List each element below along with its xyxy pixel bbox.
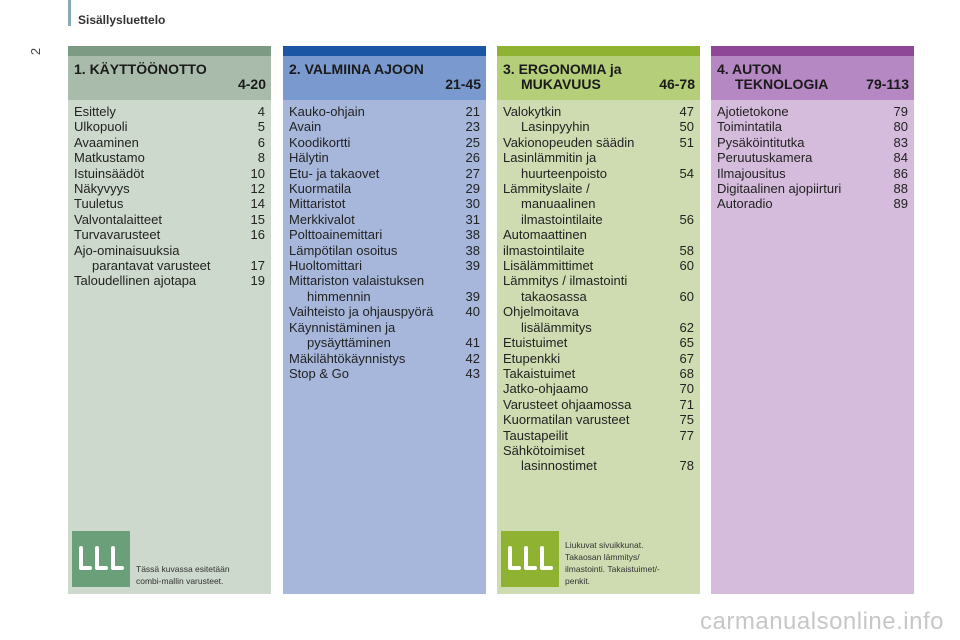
toc-entry[interactable] bbox=[289, 181, 480, 196]
toc-entry-continuation: Lasinpyyhin bbox=[521, 119, 590, 135]
toc-entry[interactable] bbox=[289, 335, 480, 350]
toc-entry-title: Sähkötoimiset bbox=[503, 442, 585, 458]
toc-entry[interactable] bbox=[717, 135, 908, 150]
toc-entry-title: Esittely bbox=[74, 104, 116, 119]
toc-page-number: 50 bbox=[679, 119, 694, 135]
toc-page-number: 75 bbox=[679, 412, 694, 428]
toc-page-number: 43 bbox=[465, 365, 480, 381]
toc-entry-title: Mäkilähtökäynnistys bbox=[289, 350, 406, 366]
toc-entry-title: Huoltomittari bbox=[289, 258, 362, 274]
toc-page-number: 23 bbox=[465, 119, 480, 135]
section-color-bar bbox=[283, 46, 486, 56]
toc-entry-continuation: ilmastointilaite bbox=[503, 242, 585, 258]
section-column-3 bbox=[497, 46, 700, 594]
toc-page-number: 21 bbox=[465, 104, 480, 119]
toc-entry[interactable] bbox=[503, 381, 694, 396]
toc-page-number: 38 bbox=[465, 242, 480, 258]
toc-entry-title: Ajo-ominaisuuksia bbox=[74, 242, 180, 258]
toc-entry-continuation: takaosassa bbox=[521, 288, 587, 304]
toc-page-number: 40 bbox=[465, 304, 480, 320]
toc-page-number: 39 bbox=[465, 258, 480, 274]
toc-list bbox=[497, 100, 700, 474]
section-column-2 bbox=[283, 46, 486, 594]
toc-entry-continuation: lasinnostimet bbox=[521, 458, 597, 474]
toc-entry[interactable] bbox=[74, 181, 265, 196]
toc-entry[interactable] bbox=[289, 258, 480, 273]
toc-entry-title: Ohjelmoitava bbox=[503, 304, 579, 320]
toc-entry-title: Toimintatila bbox=[717, 119, 783, 135]
toc-entry[interactable] bbox=[717, 196, 908, 211]
toc-entry[interactable] bbox=[289, 304, 480, 319]
toc-entry[interactable] bbox=[74, 119, 265, 134]
toc-entry-title: Vaihteisto ja ohjauspyörä bbox=[289, 304, 434, 320]
toc-entry-title: Kuormatilan varusteet bbox=[503, 412, 630, 428]
toc-entry-title: Koodikortti bbox=[289, 134, 351, 150]
toc-list bbox=[283, 100, 486, 381]
toc-entry[interactable] bbox=[289, 212, 480, 227]
toc-entry-title: Tuuletus bbox=[74, 196, 124, 212]
toc-entry-title: Lisälämmittimet bbox=[503, 258, 594, 274]
toc-entry-continuation: parantavat varusteet bbox=[92, 258, 211, 274]
toc-entry[interactable] bbox=[503, 166, 694, 181]
toc-entry-title: Mittaristot bbox=[289, 196, 346, 212]
toc-entry[interactable] bbox=[503, 104, 694, 119]
toc-page-number: 65 bbox=[679, 335, 694, 351]
toc-entry[interactable] bbox=[289, 104, 480, 119]
section-heading bbox=[497, 56, 700, 100]
toc-entry-title: Lämmitys / ilmastointi bbox=[503, 273, 628, 289]
section-heading-range: 4-20 bbox=[237, 76, 266, 92]
toc-page-number: 62 bbox=[679, 319, 694, 335]
toc-entry-title: Valokytkin bbox=[503, 104, 562, 119]
toc-entry-title: Autoradio bbox=[717, 196, 773, 212]
toc-page-number: 4 bbox=[257, 104, 265, 119]
section-color-bar bbox=[711, 46, 914, 56]
section-heading-range: 79-113 bbox=[866, 76, 909, 92]
toc-page-number: 71 bbox=[679, 396, 694, 412]
note-text: Liukuvat sivuikkunat. Takaosan lämmitys/ ilmastointi. Takaistuimet/- penkit. bbox=[565, 540, 660, 586]
page-number: 2 bbox=[28, 47, 44, 56]
toc-entry[interactable] bbox=[503, 335, 694, 350]
toc-entry[interactable] bbox=[74, 135, 265, 150]
toc-entry-title: Digitaalinen ajopiirturi bbox=[717, 181, 842, 197]
section-heading-title: 4. AUTON bbox=[717, 61, 782, 77]
toc-page-number: 70 bbox=[679, 381, 694, 397]
toc-page-number: 67 bbox=[679, 350, 694, 366]
toc-page-number: 51 bbox=[679, 134, 694, 150]
seat-config-icon bbox=[501, 531, 559, 587]
section-heading-title: 2. VALMIINA AJOON bbox=[289, 61, 424, 77]
toc-entry-title: Lasinlämmitin ja bbox=[503, 150, 597, 166]
toc-entry-title: Taloudellinen ajotapa bbox=[74, 273, 197, 289]
toc-entry[interactable] bbox=[503, 412, 694, 427]
toc-entry[interactable] bbox=[74, 150, 265, 165]
toc-list bbox=[711, 100, 914, 212]
toc-page-number: 60 bbox=[679, 288, 694, 304]
toc-entry-title: Takaistuimet bbox=[503, 365, 576, 381]
toc-page-number: 58 bbox=[679, 242, 694, 258]
section-heading bbox=[711, 56, 914, 100]
toc-entry-continuation: himmennin bbox=[307, 288, 371, 304]
toc-page-number: 26 bbox=[465, 150, 480, 166]
toc-page-number: 79 bbox=[893, 104, 908, 119]
toc-entry[interactable] bbox=[289, 289, 480, 304]
toc-entry[interactable] bbox=[74, 227, 265, 242]
toc-entry-title: Merkkivalot bbox=[289, 211, 355, 227]
toc-entry[interactable] bbox=[503, 366, 694, 381]
toc-entry[interactable] bbox=[503, 397, 694, 412]
toc-page-number: 89 bbox=[893, 196, 908, 212]
toc-entry[interactable] bbox=[717, 166, 908, 181]
section-column-4 bbox=[711, 46, 914, 594]
toc-entry-title: Matkustamo bbox=[74, 150, 145, 166]
toc-entry[interactable] bbox=[289, 135, 480, 150]
toc-entry[interactable] bbox=[503, 196, 694, 227]
toc-page-number: 38 bbox=[465, 227, 480, 243]
toc-entry-title: Ajotietokone bbox=[717, 104, 789, 119]
toc-page-number: 39 bbox=[465, 288, 480, 304]
toc-entry-continuation: huurteenpoisto bbox=[521, 165, 608, 181]
toc-page-number: 30 bbox=[465, 196, 480, 212]
toc-entry[interactable] bbox=[717, 104, 908, 119]
toc-entry-title: Polttoainemittari bbox=[289, 227, 383, 243]
toc-entry-title: Avain bbox=[289, 119, 322, 135]
toc-entry[interactable] bbox=[503, 458, 694, 473]
section-heading-title-2: TEKNOLOGIA bbox=[735, 76, 829, 92]
toc-page-number: 19 bbox=[250, 273, 265, 289]
toc-entry-title: Taustapeilit bbox=[503, 427, 569, 443]
toc-entry[interactable] bbox=[503, 119, 694, 134]
toc-entry[interactable] bbox=[503, 428, 694, 443]
toc-entry[interactable] bbox=[289, 119, 480, 134]
toc-entry-title: Hälytin bbox=[289, 150, 329, 166]
watermark: carmanualsonline.info bbox=[700, 608, 944, 635]
toc-entry[interactable] bbox=[74, 273, 265, 288]
toc-entry[interactable] bbox=[74, 196, 265, 211]
toc-entry-title: Vakionopeuden säädin bbox=[503, 134, 635, 150]
toc-entry-title: Jatko-ohjaamo bbox=[503, 381, 589, 397]
toc-entry-continuation: manuaalinen ilmastointilaite bbox=[521, 196, 603, 227]
toc-page-number: 25 bbox=[465, 134, 480, 150]
toc-page-number: 8 bbox=[257, 150, 265, 166]
toc-entry-title: Stop & Go bbox=[289, 365, 349, 381]
toc-page-number: 42 bbox=[465, 350, 480, 366]
section-heading-title: 3. ERGONOMIA ja bbox=[503, 61, 622, 77]
toc-entry[interactable] bbox=[503, 320, 694, 335]
toc-entry-title: Avaaminen bbox=[74, 134, 139, 150]
toc-entry[interactable] bbox=[503, 243, 694, 258]
toc-page-number: 80 bbox=[893, 119, 908, 135]
toc-entry-title: Varusteet ohjaamossa bbox=[503, 396, 632, 412]
toc-page-number: 15 bbox=[250, 211, 265, 227]
toc-entry[interactable] bbox=[289, 366, 480, 381]
section-heading bbox=[68, 56, 271, 100]
toc-entry-title: Käynnistäminen ja bbox=[289, 319, 396, 335]
toc-entry[interactable] bbox=[289, 150, 480, 165]
toc-page-number: 86 bbox=[893, 165, 908, 181]
toc-entry-title: Valvontalaitteet bbox=[74, 211, 162, 227]
header-accent-line bbox=[68, 0, 71, 26]
toc-page-number: 41 bbox=[465, 335, 480, 351]
toc-page-number: 17 bbox=[250, 258, 265, 274]
toc-entry[interactable] bbox=[289, 243, 480, 258]
toc-list bbox=[68, 100, 271, 289]
toc-entry[interactable] bbox=[289, 227, 480, 242]
toc-page-number: 78 bbox=[679, 458, 694, 474]
toc-entry-title: Etupenkki bbox=[503, 350, 561, 366]
toc-entry[interactable] bbox=[289, 351, 480, 366]
toc-page-number: 77 bbox=[679, 427, 694, 443]
toc-page-number: 29 bbox=[465, 181, 480, 197]
toc-entry-continuation: lisälämmitys bbox=[521, 319, 592, 335]
toc-entry-title: Ilmajousitus bbox=[717, 165, 786, 181]
toc-entry[interactable] bbox=[717, 150, 908, 165]
toc-page-number: 31 bbox=[465, 211, 480, 227]
seat-note bbox=[72, 531, 230, 587]
toc-page-number: 5 bbox=[257, 119, 265, 135]
section-column-1 bbox=[68, 46, 271, 594]
toc-entry[interactable] bbox=[717, 119, 908, 134]
section-heading-range: 46-78 bbox=[659, 76, 695, 92]
toc-entry-title: Ulkopuoli bbox=[74, 119, 128, 135]
toc-entry-title: Istuinsäädöt bbox=[74, 165, 145, 181]
toc-entry-title: Lämpötilan osoitus bbox=[289, 242, 398, 258]
toc-page-number: 16 bbox=[250, 227, 265, 243]
section-heading-title-2: MUKAVUUS bbox=[521, 76, 601, 92]
toc-entry-title: Turvavarusteet bbox=[74, 227, 161, 243]
toc-entry-title: Peruutuskamera bbox=[717, 150, 813, 166]
page-title: Sisällysluettelo bbox=[78, 13, 166, 27]
toc-entry[interactable] bbox=[503, 289, 694, 304]
toc-page-number: 27 bbox=[465, 165, 480, 181]
toc-entry-title: Pysäköintitutka bbox=[717, 134, 805, 150]
toc-entry-continuation: pysäyttäminen bbox=[307, 335, 391, 351]
toc-entry-title: Kuormatila bbox=[289, 181, 352, 197]
toc-entry-title: Etu- ja takaovet bbox=[289, 165, 380, 181]
toc-page-number: 6 bbox=[257, 134, 265, 150]
toc-entry-title: Kauko-ohjain bbox=[289, 104, 365, 119]
section-color-bar bbox=[68, 46, 271, 56]
toc-entry[interactable] bbox=[503, 258, 694, 273]
toc-entry-title: Näkyvyys bbox=[74, 181, 130, 197]
toc-entry-title: Mittariston valaistuksen bbox=[289, 273, 425, 289]
toc-page-number: 56 bbox=[679, 211, 694, 227]
toc-entry[interactable] bbox=[289, 196, 480, 211]
toc-entry[interactable] bbox=[289, 166, 480, 181]
toc-page-number: 60 bbox=[679, 258, 694, 274]
toc-entry[interactable] bbox=[74, 258, 265, 273]
toc-entry[interactable] bbox=[74, 212, 265, 227]
toc-page-number: 88 bbox=[893, 181, 908, 197]
toc-entry-title: Lämmityslaite / bbox=[503, 181, 590, 197]
note-text: Tässä kuvassa esitetään combi-mallin varusteet. bbox=[136, 564, 230, 586]
toc-entry[interactable] bbox=[503, 135, 694, 150]
toc-entry-title: Etuistuimet bbox=[503, 335, 568, 351]
toc-entry[interactable] bbox=[503, 351, 694, 366]
toc-page-number: 12 bbox=[250, 181, 265, 197]
toc-page-number: 47 bbox=[679, 104, 694, 119]
toc-page-number: 68 bbox=[679, 365, 694, 381]
seat-note bbox=[501, 531, 660, 587]
section-heading bbox=[283, 56, 486, 100]
section-color-bar bbox=[497, 46, 700, 56]
seat-config-icon bbox=[72, 531, 130, 587]
toc-entry[interactable] bbox=[74, 166, 265, 181]
toc-entry[interactable] bbox=[74, 104, 265, 119]
toc-page-number: 14 bbox=[250, 196, 265, 212]
section-heading-title: 1. KÄYTTÖÖNOTTO bbox=[74, 61, 207, 77]
toc-page-number: 83 bbox=[893, 134, 908, 150]
section-heading-range: 21-45 bbox=[445, 76, 481, 92]
toc-entry-title: Automaattinen bbox=[503, 227, 587, 243]
toc-page-number: 84 bbox=[893, 150, 908, 166]
toc-page-number: 10 bbox=[250, 165, 265, 181]
toc-page-number: 54 bbox=[679, 165, 694, 181]
toc-entry[interactable] bbox=[717, 181, 908, 196]
